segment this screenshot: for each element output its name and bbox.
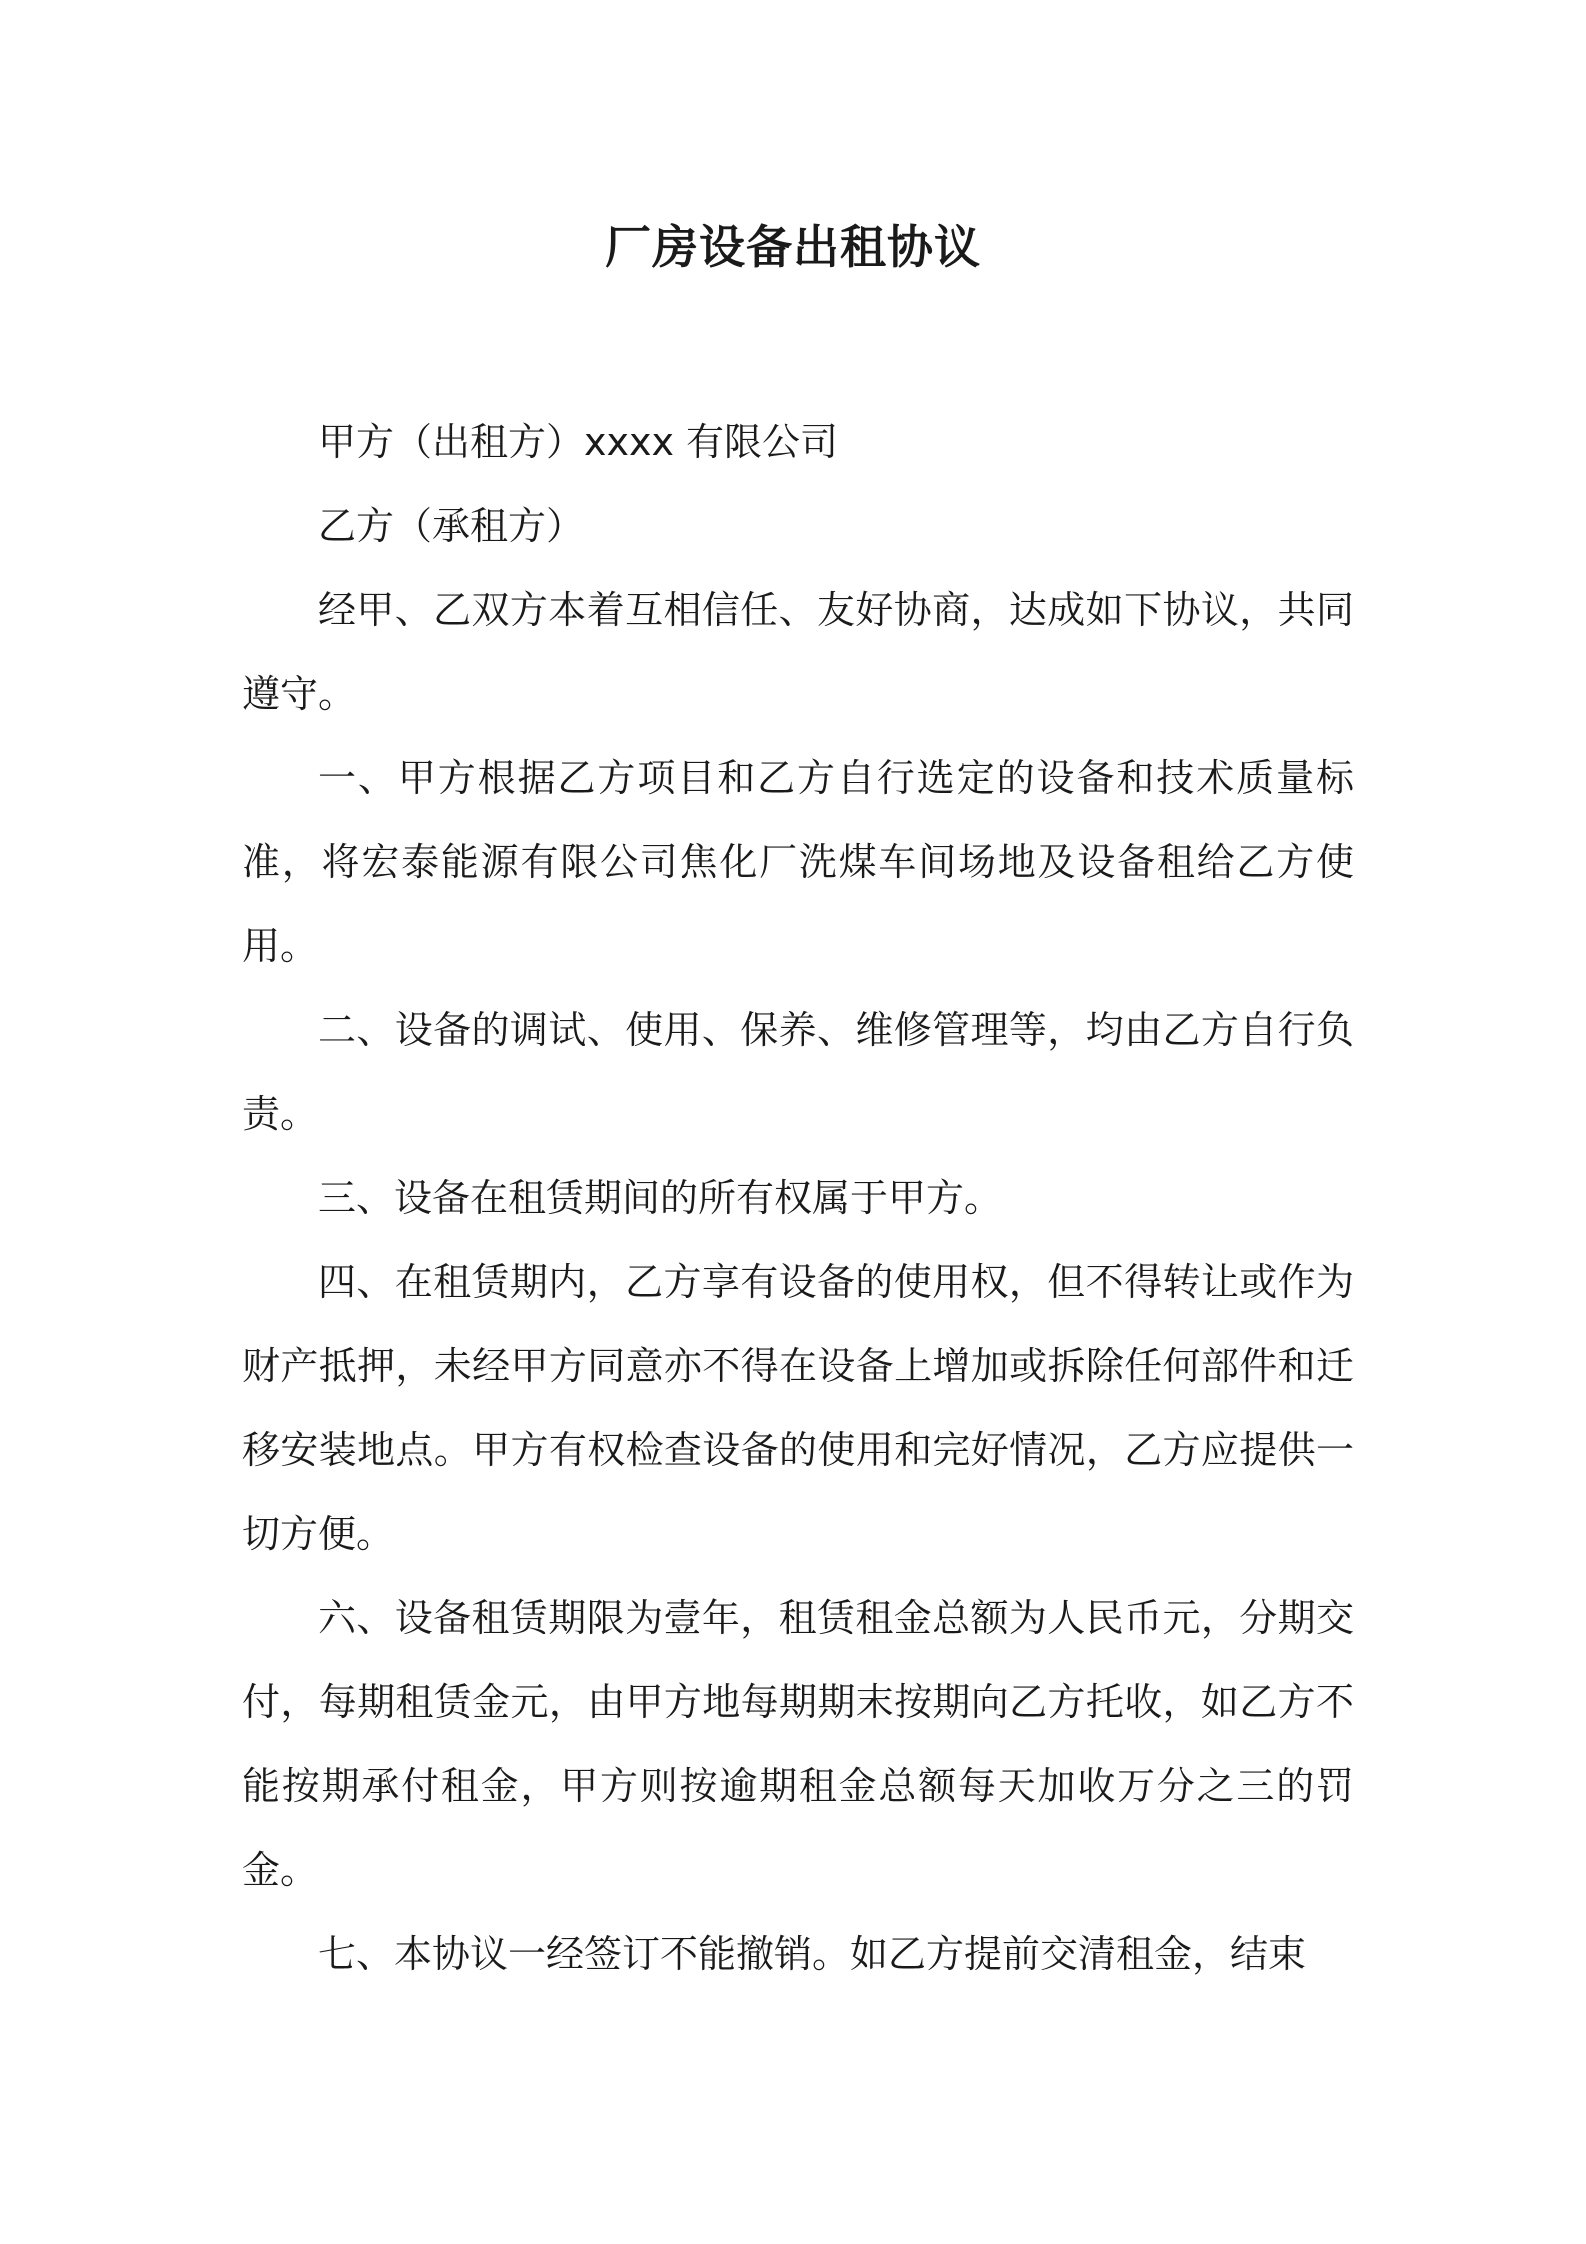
document-body	[242, 400, 1354, 1996]
clause-2: 二、设备的调试、使用、保养、维修管理等，均由乙方自行负责。	[242, 1008, 1354, 1136]
clause-1: 一、甲方根据乙方项目和乙方自行选定的设备和技术质量标准，将宏泰能源有限公司焦化厂洗煤车间场地及设备租给乙方使用。	[242, 756, 1354, 968]
document-title: 厂房设备出租协议	[605, 220, 981, 274]
party-a-line: 甲方（出租方）xxxx 有限公司	[318, 420, 839, 464]
clause-3: 三、设备在租赁期间的所有权属于甲方。	[318, 1176, 1003, 1220]
clause-4: 四、在租赁期内，乙方享有设备的使用权，但不得转让或作为财产抵押，未经甲方同意亦不得在设备上增加或拆除任何部件和迁移安装地点。甲方有权检查设备的使用和完好情况，乙方应提供一切方便。	[242, 1260, 1354, 1556]
clause-7: 七、本协议一经签订不能撤销。如乙方提前交清租金，结束	[318, 1932, 1307, 1976]
preamble-paragraph: 经甲、乙双方本着互相信任、友好协商，达成如下协议，共同遵守。	[242, 588, 1354, 716]
clause-6: 六、设备租赁期限为壹年，租赁租金总额为人民币元，分期交付，每期租赁金元，由甲方地每期期末按期向乙方托收，如乙方不能按期承付租金，甲方则按逾期租金总额每天加收万分之三的罚金。	[242, 1596, 1354, 1892]
party-b-line: 乙方（承租方）	[318, 504, 585, 548]
